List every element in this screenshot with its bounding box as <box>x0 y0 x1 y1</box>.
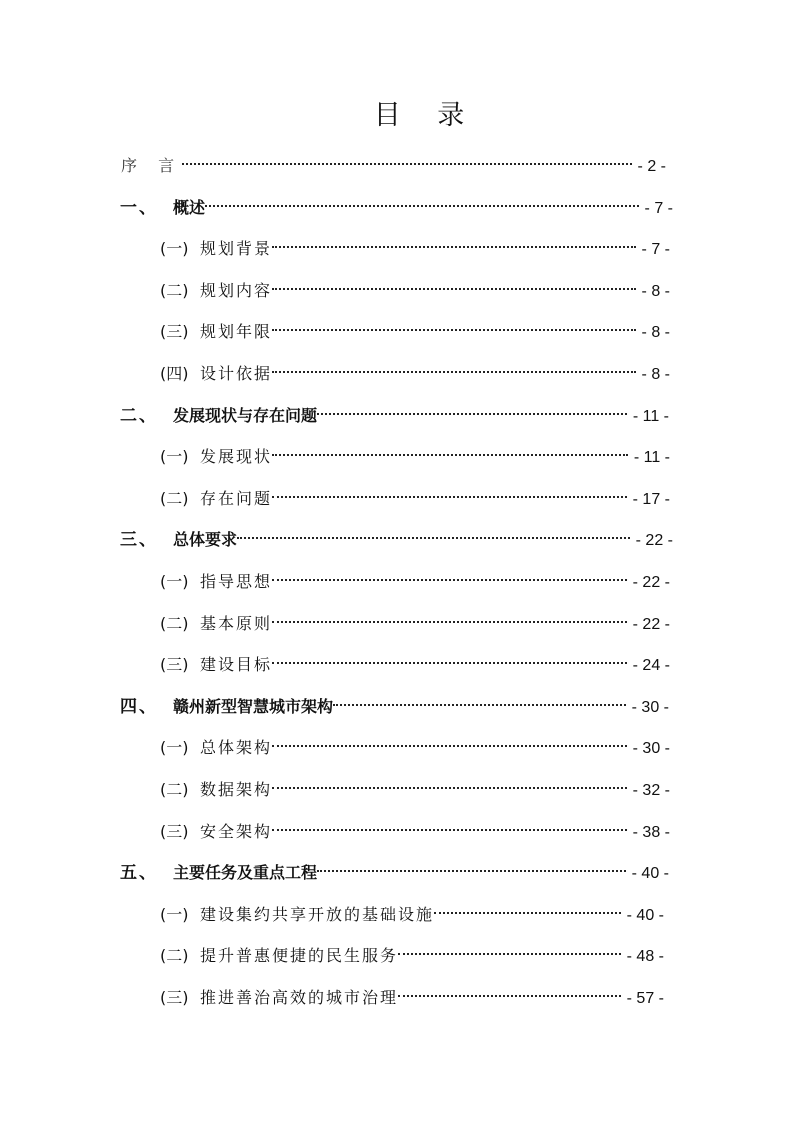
toc-chapter-number: 一、 <box>120 198 158 218</box>
toc-entry-label: 规划背景 <box>200 239 273 258</box>
dot-leader <box>272 272 636 296</box>
toc-section-number: (三) <box>160 822 189 841</box>
toc-chapter-number: 二、 <box>120 406 158 426</box>
toc-entry-label: 序 言 <box>121 156 183 175</box>
toc-page-number: - 7 - <box>641 241 670 258</box>
toc-entry-label: 总体架构 <box>200 738 273 757</box>
toc-page-number: - 8 - <box>641 366 670 383</box>
toc-title: 目 录 <box>373 100 479 131</box>
toc-entry-section-3-1[interactable] <box>160 563 670 591</box>
toc-entry-label: 赣州新型智慧城市架构 <box>173 697 334 716</box>
toc-entry-section-5-3[interactable] <box>160 979 664 1007</box>
toc-page-number: - 24 - <box>632 657 670 674</box>
toc-entry-section-4-3[interactable] <box>160 813 670 841</box>
dot-leader <box>205 189 639 213</box>
toc-page-number: - 30 - <box>632 740 670 757</box>
toc-section-number: (一) <box>160 447 189 466</box>
toc-page-number: - 11 - <box>632 408 669 425</box>
toc-page-number: - 17 - <box>632 491 670 508</box>
dot-leader <box>272 230 636 254</box>
toc-entry-label: 主要任务及重点工程 <box>173 863 318 882</box>
toc-entry-label: 概述 <box>173 198 206 217</box>
toc-page-number: - 2 - <box>637 158 666 175</box>
toc-section-number: (三) <box>160 655 189 674</box>
toc-section-number: (一) <box>160 572 189 591</box>
toc-page-number: - 8 - <box>641 324 670 341</box>
toc-entry-section-3-2[interactable] <box>160 605 670 633</box>
toc-entry-section-5-1[interactable] <box>160 896 664 924</box>
toc-entry-section-3-3[interactable] <box>160 646 670 674</box>
toc-page-number: - 32 - <box>632 782 670 799</box>
toc-section-number: (三) <box>160 322 189 341</box>
toc-entry-section-1-1[interactable] <box>160 230 670 258</box>
toc-entry-section-5-2[interactable] <box>160 937 664 965</box>
dot-leader <box>272 646 627 670</box>
toc-entry-section-1-3[interactable] <box>160 313 670 341</box>
toc-entry-section-4-1[interactable] <box>160 729 670 757</box>
toc-section-number: (一) <box>160 905 189 924</box>
toc-entry-label: 建设目标 <box>200 655 273 674</box>
dot-leader <box>333 688 626 712</box>
toc-page-number: - 38 - <box>632 824 670 841</box>
dot-leader <box>272 729 627 753</box>
toc-entry-chapter-4[interactable] <box>120 688 669 717</box>
dot-leader <box>398 979 621 1003</box>
toc-entry-label: 数据架构 <box>200 780 273 799</box>
dot-leader <box>272 771 627 795</box>
dot-leader <box>272 605 627 629</box>
toc-entry-chapter-2[interactable] <box>120 397 669 426</box>
toc-entry-label: 发展现状与存在问题 <box>173 406 318 425</box>
toc-page-number: - 8 - <box>641 283 670 300</box>
toc-page-number: - 22 - <box>632 574 670 591</box>
toc-entry-label: 安全架构 <box>200 822 273 841</box>
toc-section-number: (三) <box>160 988 189 1007</box>
toc-chapter-number: 四、 <box>120 697 158 717</box>
dot-leader <box>272 313 636 337</box>
toc-entry-section-1-2[interactable] <box>160 272 670 300</box>
toc-entry-label: 发展现状 <box>200 447 273 466</box>
toc-entry-section-2-2[interactable] <box>160 480 670 508</box>
dot-leader <box>434 896 621 920</box>
dot-leader <box>272 813 627 837</box>
toc-entry-label: 存在问题 <box>200 489 273 508</box>
toc-section-number: (二) <box>160 946 189 965</box>
toc-section-number: (二) <box>160 281 189 300</box>
toc-entry-label: 推进善治高效的城市治理 <box>200 988 399 1007</box>
toc-entry-label: 建设集约共享开放的基础设施 <box>200 905 435 924</box>
toc-entry-section-4-2[interactable] <box>160 771 670 799</box>
toc-section-number: (二) <box>160 614 189 633</box>
toc-page-number: - 57 - <box>626 990 664 1007</box>
toc-entry-label: 设计依据 <box>200 364 273 383</box>
toc-entry-label: 指导思想 <box>200 572 273 591</box>
toc-page-number: - 30 - <box>631 699 669 716</box>
toc-section-number: (一) <box>160 738 189 757</box>
toc-entry-label: 基本原则 <box>200 614 273 633</box>
dot-leader <box>237 521 630 545</box>
dot-leader <box>272 438 628 462</box>
toc-section-number: (二) <box>160 489 189 508</box>
toc-entry-section-1-4[interactable] <box>160 355 670 383</box>
toc-page-number: - 22 - <box>632 616 670 633</box>
dot-leader <box>317 854 626 878</box>
toc-entry-chapter-3[interactable] <box>120 521 673 550</box>
toc-chapter-number: 三、 <box>120 530 158 550</box>
toc-page-number: - 48 - <box>626 948 664 965</box>
dot-leader <box>272 563 627 587</box>
toc-page-number: - 11 - <box>633 449 670 466</box>
dot-leader <box>317 397 627 421</box>
toc-entry-preface[interactable] <box>121 147 666 175</box>
toc-chapter-number: 五、 <box>120 863 158 883</box>
toc-page-number: - 7 - <box>644 200 673 217</box>
toc-entry-label: 规划内容 <box>200 281 273 300</box>
toc-entry-chapter-5[interactable] <box>120 854 669 883</box>
toc-entry-label: 规划年限 <box>200 322 273 341</box>
toc-section-number: (二) <box>160 780 189 799</box>
dot-leader <box>272 355 636 379</box>
toc-entry-chapter-1[interactable] <box>120 189 673 218</box>
toc-page-number: - 40 - <box>631 865 669 882</box>
toc-entry-label: 提升普惠便捷的民生服务 <box>200 946 399 965</box>
dot-leader <box>182 147 631 171</box>
toc-page-number: - 40 - <box>626 907 664 924</box>
toc-entry-section-2-1[interactable] <box>160 438 670 466</box>
toc-entry-label: 总体要求 <box>173 530 238 549</box>
dot-leader <box>272 480 627 504</box>
toc-section-number: (一) <box>160 239 189 258</box>
dot-leader <box>398 937 621 961</box>
toc-page-number: - 22 - <box>635 532 673 549</box>
toc-section-number: (四) <box>160 364 189 383</box>
